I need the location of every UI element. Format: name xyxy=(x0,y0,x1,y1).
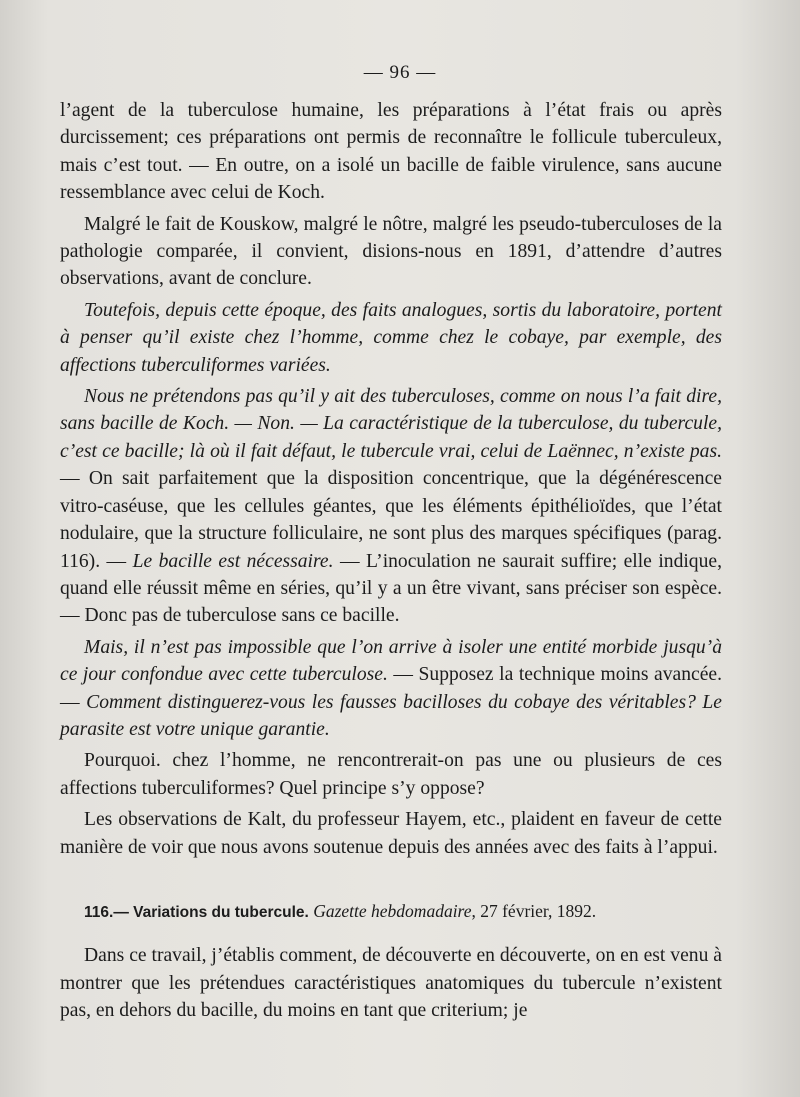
paragraph-2: Malgré le fait de Kouskow, malgré le nôtre, malgré les pseudo-tuberculoses de la pathologie comparée, il convient, disions-nous en 1891, d’attendre d’autres observations, avant de conclure. xyxy=(60,213,722,290)
section-body: Dans ce travail, j’établis comment, de découverte en découverte, on en est venu à montrer que les prétendues caractéristiques anatomiques du tubercule n’existent pas, en dehors du bacille, du moins en tant que criterium; je xyxy=(60,945,722,1022)
section-date: , 27 février, 1892. xyxy=(471,900,597,921)
section-title: — Variations du tubercule. xyxy=(113,903,309,921)
paragraph-3-italic: Toutefois, depuis cette époque, des faits analogues, sortis du laboratoire, portent à penser qu’il existe chez l’homme, comme chez le cobaye, par exemple, des affections tuberculiformes variées. xyxy=(60,299,722,376)
paragraph-5 xyxy=(60,634,722,744)
paragraph-4 xyxy=(60,383,722,630)
paragraph-6: Pourquoi. chez l’homme, ne rencontrerait-on pas une ou plusieurs de ces affections tuberculiformes? Quel principe s’y oppose? xyxy=(60,750,722,799)
section-heading xyxy=(60,898,722,926)
paragraph-3 xyxy=(60,297,722,379)
paragraph-5-italic-b: Comment distinguerez-vous les fausses bacilloses du cobaye des véritables? Le parasite est votre unique garantie. xyxy=(60,691,723,740)
paragraph-4-text-a: — On sait parfaitement que la disposition concentrique, que la dégénérescence vitro-caséuse, que les cellules géantes, que les éléments épithélioïdes, que l’état nodulaire, que la structure folliculaire, ne sont plus des marques spécifiques (parag. 116). — xyxy=(60,468,722,572)
section-number: 116. xyxy=(84,903,114,921)
paragraph-1: l’agent de la tuberculose humaine, les préparations à l’état frais ou après durcissement; ces préparations ont permis de reconnaître le follicule tuberculeux, mais c’est tout. — En outre, on a isolé un bacille de faible virulence, sans aucune ressemblance avec celui de Koch. xyxy=(60,100,722,204)
paragraph-4-italic-b: Le bacille est nécessaire. xyxy=(132,550,334,572)
paragraph-4-italic-a: Nous ne prétendons pas qu’il y ait des tuberculoses, comme on nous l’a fait dire, sans bacille de Koch. — Non. — La caractéristique de la tuberculose, du tubercule, c’est ce bacille; là où il fait défaut, le tubercule vrai, celui de Laënnec, n’existe pas. xyxy=(60,386,722,462)
paragraph-4-text-b: — L’inoculation ne saurait suffire; elle indique, quand elle réussit même en séries, qu’il y a un être vivant, sans préciser son espèce. — Donc pas de tuberculose sans ce bacille. xyxy=(60,550,722,627)
page-number: — 96 — xyxy=(363,62,437,83)
paragraph-5-text-a: — Supposez la technique moins avancée. — xyxy=(60,664,722,713)
paragraph-7: Les observations de Kalt, du professeur Hayem, etc., plaident en faveur de cette manière de voir que nous avons soutenue depuis des années avec des faits à l’appui. xyxy=(60,809,722,858)
section-journal: Gazette hebdomadaire xyxy=(313,900,472,921)
paragraph-5-italic-a: Mais, il n’est pas impossible que l’on arrive à isoler une entité morbide jusqu’à ce jour confondue avec cette tuberculose. xyxy=(60,636,722,686)
body-text xyxy=(60,97,722,1025)
